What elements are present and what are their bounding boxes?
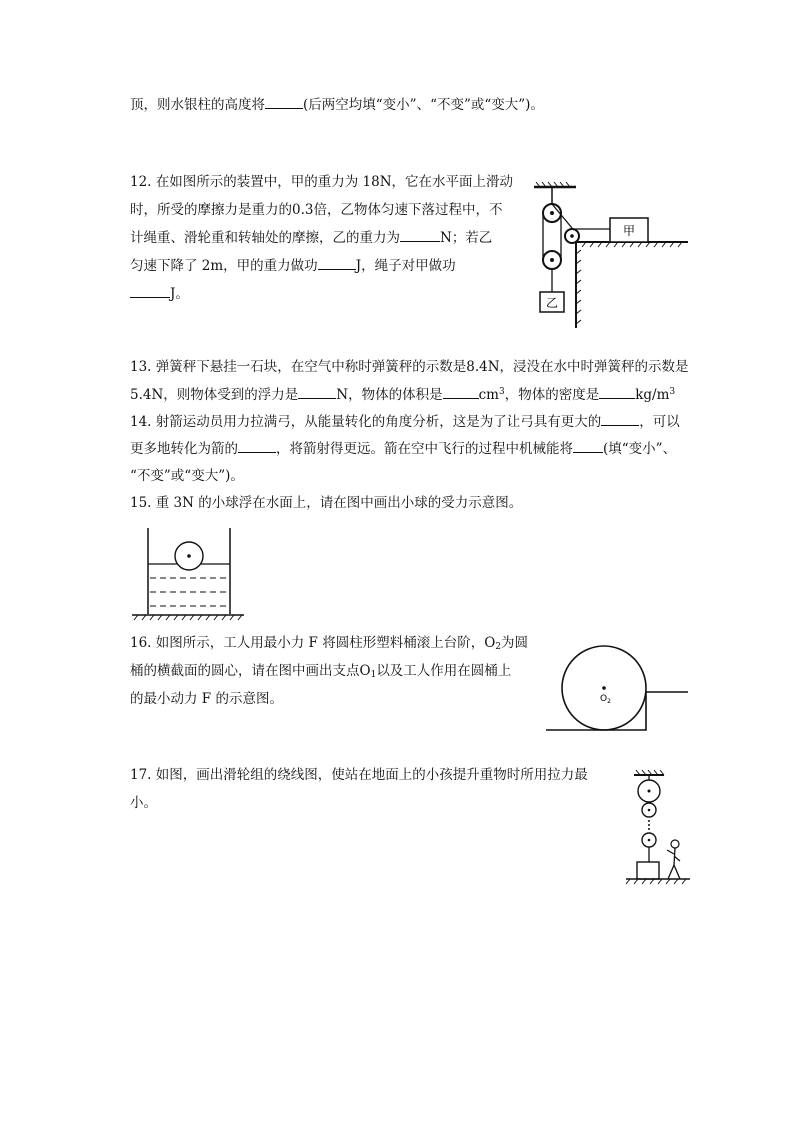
q15-ball-figure — [130, 526, 246, 622]
q12-pulley-figure — [528, 180, 690, 330]
q15-text-1: 15. 重 3N 的小球浮在水面上，请在图中画出小球的受力示意图。 — [130, 495, 523, 511]
q12-text-3b: N；若乙 — [440, 230, 493, 246]
q14-line-2 — [130, 440, 676, 458]
q16-text-2b: 以及工人作用在圆桶上 — [376, 663, 512, 679]
q12-text-3a: 计绳重、滑轮重和转轴处的摩擦，乙的重力为 — [130, 230, 400, 246]
q17-text-1: 17. 如图，画出滑轮组的绕线图，使站在地面上的小孩提升重物时所用拉力最 — [130, 767, 588, 783]
q13-text-2e: kg/m — [635, 387, 670, 403]
answer-blank[interactable] — [443, 386, 479, 399]
q12-line-1 — [130, 173, 513, 191]
answer-blank[interactable] — [265, 96, 303, 109]
q17-pulley-figure — [622, 768, 694, 890]
answer-blank[interactable] — [400, 229, 440, 242]
q12-fig-label-yi: 乙 — [545, 296, 559, 310]
q12-text-2: 时，所受的摩擦力是重力的0.3倍，乙物体匀速下落过程中，不 — [130, 202, 503, 218]
q16-line-1 — [130, 634, 528, 652]
top-line — [130, 96, 544, 114]
q13-text-1: 13. 弹簧秤下悬挂一石块，在空气中称时弹簧秤的示数是8.4N，浸没在水中时弹簧秤的示数是 — [130, 359, 689, 375]
q16-line-3 — [130, 690, 283, 708]
q13-exponent: 3 — [498, 387, 505, 397]
q14-text-2a: 更多地转化为箭的 — [130, 441, 238, 457]
top-line-text-a: 顶，则水银柱的高度将 — [130, 97, 265, 113]
q12-text-4a: 匀速下降了 2m，甲的重力做功 — [130, 258, 318, 274]
q13-text-2a: 5.4N，则物体受到的浮力是 — [130, 387, 299, 403]
q13-text-2d: ，物体的密度是 — [504, 387, 600, 403]
q16-line-2 — [130, 662, 511, 680]
q16-subscript: 1 — [370, 670, 377, 680]
q14-text-1a: 14. 射箭运动员用力拉满弓，从能量转化的角度分析，这是为了让弓具有更大的 — [130, 414, 602, 430]
q16-fig-label: $O_2$ — [600, 694, 611, 705]
q14-line-3 — [130, 467, 244, 485]
q12-line-5 — [130, 285, 189, 303]
q13-text-2b: N，物体的体积是 — [336, 387, 443, 403]
q14-text-3: “不变”或“变大”)。 — [130, 468, 244, 484]
q14-text-1b: ，可以 — [639, 414, 680, 430]
answer-blank[interactable] — [573, 440, 603, 453]
q12-line-2 — [130, 201, 502, 219]
q16-text-1a: 16. 如图所示，工人用最小力 F 将圆柱形塑料桶滚上台阶，O — [130, 635, 496, 651]
q15-line-1 — [130, 494, 522, 512]
q17-text-2: 小。 — [130, 795, 157, 811]
q12-fig-label-jia: 甲 — [622, 224, 636, 238]
q16-subscript: 2 — [495, 642, 502, 652]
top-line-text-b: (后两空均填“变小”、“不变”或“变大”)。 — [303, 97, 544, 113]
q12-text-4b: J，绳子对甲做功 — [355, 258, 456, 274]
q14-text-2c: (填“变小”、 — [603, 441, 677, 457]
q13-line-2 — [130, 386, 675, 404]
q12-text-5b: J。 — [170, 286, 189, 302]
q16-text-2a: 桶的横截面的圆心，请在图中画出支点O — [130, 663, 371, 679]
answer-blank[interactable] — [238, 440, 276, 453]
q14-line-1 — [130, 413, 680, 431]
q16-text-1b: 为圆 — [501, 635, 529, 651]
q17-line-2 — [130, 794, 157, 812]
q13-line-1 — [130, 358, 689, 376]
q17-line-1 — [130, 766, 588, 784]
q16-text-3: 的最小动力 F 的示意图。 — [130, 691, 283, 707]
q12-text-1: 12. 在如图所示的装置中，甲的重力为 18N，它在水平面上滑动 — [130, 174, 514, 190]
answer-blank[interactable] — [298, 386, 336, 399]
q13-exponent: 3 — [669, 387, 676, 397]
answer-blank[interactable] — [318, 257, 356, 270]
answer-blank[interactable] — [601, 413, 639, 426]
q14-text-2b: ，将箭射得更远。箭在空中飞行的过程中机械能将 — [276, 441, 573, 457]
q16-barrel-figure — [546, 638, 690, 734]
answer-blank[interactable] — [130, 285, 170, 298]
answer-blank[interactable] — [599, 386, 635, 399]
q12-line-4 — [130, 257, 456, 275]
q13-text-2c: cm — [478, 387, 499, 403]
q12-line-3 — [130, 229, 492, 247]
